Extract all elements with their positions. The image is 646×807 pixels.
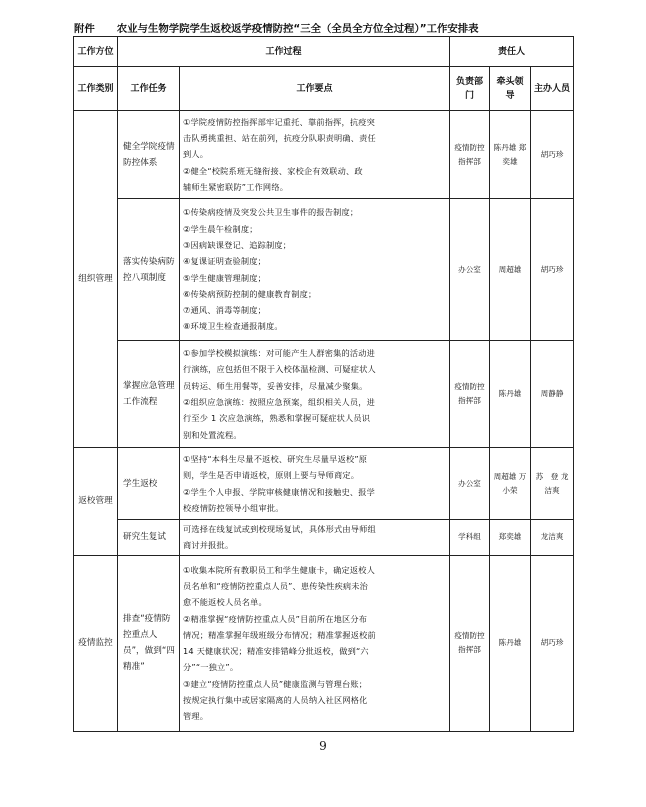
header-lead: 牵头领导 bbox=[490, 67, 531, 111]
page-number: 9 bbox=[319, 739, 327, 753]
point-line: 员转运、师生用餐等，妥善安排，尽量减少聚集。 bbox=[183, 380, 368, 391]
category-cell: 返校管理 bbox=[74, 448, 118, 556]
point-line: ①学院疫情防控指挥部牢记重托、靠前指挥，抗疫突 bbox=[183, 116, 376, 127]
point-line: ①坚持“本科生尽量不返校、研究生尽量早返校”原 bbox=[183, 453, 368, 464]
table-row bbox=[74, 111, 574, 199]
table-row bbox=[74, 520, 574, 556]
work-schedule-table bbox=[73, 36, 574, 732]
dept-cell: 办公室 bbox=[450, 448, 490, 520]
dept-cell: 疫情防控指挥部 bbox=[450, 341, 490, 448]
dept-cell: 疫情防控指挥部 bbox=[450, 111, 490, 199]
staff-cell: 胡巧珍 bbox=[531, 111, 574, 199]
task-cell: 学生返校 bbox=[118, 448, 180, 520]
title-text: 农业与生物学院学生返校返学疫情防控“三全（全员全方位全过程）”工作安排表 bbox=[116, 23, 479, 35]
point-line: ①传染病疫情及突发公共卫生事件的报告制度； bbox=[183, 207, 359, 218]
point-line: 校疫情防控领导小组审批。 bbox=[183, 502, 284, 513]
point-line: ②学生晨午检制度； bbox=[183, 223, 258, 234]
point-line: 分”“一独立”。 bbox=[183, 662, 239, 673]
category-cell: 组织管理 bbox=[74, 111, 118, 448]
point-line: 可选择在线复试或到校现场复试，具体形式由导师组 bbox=[183, 524, 376, 534]
header-process: 工作过程 bbox=[118, 37, 450, 67]
header-category: 工作类别 bbox=[74, 67, 118, 111]
points-cell bbox=[180, 111, 450, 199]
point-line: ⑧环境卫生检查通报制度。 bbox=[183, 321, 283, 332]
points-cell bbox=[180, 520, 450, 556]
document-title bbox=[74, 20, 634, 35]
point-line: 14 天健康状况；精准安排错峰分批返校，做到“六 bbox=[183, 646, 369, 657]
point-line: ②精准掌握“疫情防控重点人员”目前所在地区分布 bbox=[183, 613, 368, 624]
task-cell: 健全学院疫情防控体系 bbox=[118, 111, 180, 199]
point-line: 行演练，应包括但不限于入校体温检测、可疑症状人 bbox=[183, 364, 376, 375]
point-line: ④复课证明查验制度； bbox=[183, 256, 267, 267]
point-line: 则，学生是否申请返校，原则上要与导师商定。 bbox=[183, 470, 360, 481]
category-cell: 疫情监控 bbox=[74, 555, 118, 731]
lead-cell: 周超雄 万小荣 bbox=[490, 448, 531, 520]
staff-cell: 苏 登 龙洁爽 bbox=[531, 448, 574, 520]
staff-cell: 龙洁爽 bbox=[531, 520, 574, 556]
point-line: ⑥传染病预防控制的健康教育制度； bbox=[183, 288, 317, 299]
lead-cell: 周超雄 bbox=[490, 199, 531, 341]
lead-cell: 陈丹雄 bbox=[490, 341, 531, 448]
point-line: 情况；精准掌握年级班级分布情况；精准掌握返校前 bbox=[183, 629, 376, 640]
points-cell bbox=[180, 341, 450, 448]
task-cell: 落实传染病防控八项制度 bbox=[118, 199, 180, 341]
header-row-2 bbox=[74, 67, 574, 111]
point-line: ①收集本院所有教职员工和学生健康卡，确定返校人 bbox=[183, 564, 376, 575]
table-row bbox=[74, 448, 574, 520]
point-line: ③建立“疫情防控重点人员”健康监测与管理台账； bbox=[183, 678, 368, 689]
lead-cell: 郑奕雄 bbox=[490, 520, 531, 556]
task-cell: 排查“疫情防控重点人员”，做到“四精准” bbox=[118, 555, 180, 731]
task-cell: 研究生复试 bbox=[118, 520, 180, 556]
header-row-1 bbox=[74, 37, 574, 67]
point-line: ⑦通风、消毒等制度； bbox=[183, 305, 267, 316]
staff-cell: 胡巧珍 bbox=[531, 555, 574, 731]
table-row bbox=[74, 555, 574, 731]
header-points: 工作要点 bbox=[180, 67, 450, 111]
dept-cell: 办公室 bbox=[450, 199, 490, 341]
header-dept: 负责部门 bbox=[450, 67, 490, 111]
point-line: 行至少 1 次应急演练，熟悉和掌握可疑症状人员识 bbox=[183, 413, 371, 424]
attachment-label: 附件 bbox=[74, 23, 95, 35]
point-line: 别和处置流程。 bbox=[183, 429, 242, 440]
point-line: ②学生个人申报、学院审核健康情况和接触史、报学 bbox=[183, 486, 376, 497]
point-line: 愈不能返校人员名单。 bbox=[183, 597, 267, 608]
table-row bbox=[74, 341, 574, 448]
points-cell bbox=[180, 448, 450, 520]
task-cell: 掌握应急管理工作流程 bbox=[118, 341, 180, 448]
dept-cell: 学科组 bbox=[450, 520, 490, 556]
point-line: ③因病缺课登记、追踪制度； bbox=[183, 239, 292, 250]
staff-cell: 胡巧珍 bbox=[531, 199, 574, 341]
point-line: ⑤学生健康管理制度； bbox=[183, 272, 267, 283]
header-staff: 主办人员 bbox=[531, 67, 574, 111]
header-direction: 工作方位 bbox=[74, 37, 118, 67]
staff-cell: 周静静 bbox=[531, 341, 574, 448]
point-line: 按规定执行集中或居家隔离的人员纳入社区网格化 bbox=[183, 694, 368, 705]
header-task: 工作任务 bbox=[118, 67, 180, 111]
lead-cell: 陈丹雄 bbox=[490, 555, 531, 731]
point-line: 到人。 bbox=[183, 149, 209, 160]
point-line: 击队勇挑重担、站在前列，抗疫分队职责明确、责任 bbox=[183, 133, 376, 144]
lead-cell: 陈丹雄 郑奕雄 bbox=[490, 111, 531, 199]
point-line: 商讨并报批。 bbox=[183, 540, 234, 551]
point-line: ②健全“校院系班无缝衔接、家校企有效联动、政 bbox=[183, 165, 363, 176]
point-line: 管理。 bbox=[183, 711, 209, 722]
dept-cell: 疫情防控指挥部 bbox=[450, 555, 490, 731]
point-line: ②组织应急演练：按照应急预案，组织相关人员，进 bbox=[183, 397, 376, 407]
point-line: 员名单和“疫情防控重点人员”、患传染性疾病未治 bbox=[183, 580, 369, 591]
points-cell bbox=[180, 555, 450, 731]
points-cell bbox=[180, 199, 450, 341]
point-line: 辅师生紧密联防”工作网络。 bbox=[183, 181, 289, 192]
header-responsible: 责任人 bbox=[450, 37, 574, 67]
table-row bbox=[74, 199, 574, 341]
point-line: ①参加学校模拟演练：对可能产生人群密集的活动进 bbox=[183, 348, 376, 359]
